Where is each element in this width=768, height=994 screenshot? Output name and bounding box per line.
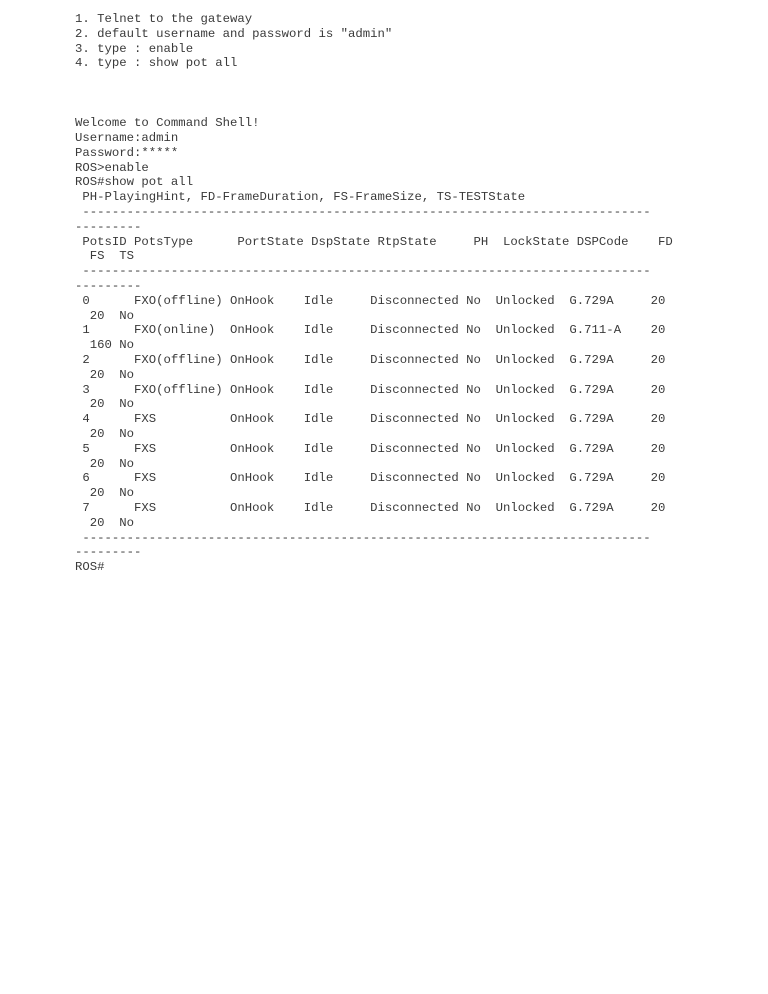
table-row: 6 FXS OnHook Idle Disconnected No Unlocked G.729A 20 xyxy=(75,471,666,486)
table-row-wrap: 20 No xyxy=(75,367,135,382)
spacer xyxy=(75,71,755,116)
separator-line-wrap: --------- xyxy=(75,219,142,234)
welcome-line: Welcome to Command Shell! xyxy=(75,116,260,131)
separator-line: ----------------------------------------------------------------------------- xyxy=(75,204,651,219)
step-3: 3. type : enable xyxy=(75,41,194,56)
table-row: 0 FXO(offline) OnHook Idle Disconnected No Unlocked G.729A 20 xyxy=(75,293,666,308)
show-pot-command-line: ROS#show pot all xyxy=(75,175,194,190)
table-header-wrap: FS TS xyxy=(75,249,135,264)
table-row: 7 FXS OnHook Idle Disconnected No Unlocked G.729A 20 xyxy=(75,500,666,515)
table-row: 2 FXO(offline) OnHook Idle Disconnected No Unlocked G.729A 20 xyxy=(75,352,666,367)
table-row: 5 FXS OnHook Idle Disconnected No Unlocked G.729A 20 xyxy=(75,441,666,456)
prompt-line: ROS# xyxy=(75,560,105,575)
table-row-wrap: 20 No xyxy=(75,486,135,501)
table-row-wrap: 160 No xyxy=(75,338,135,353)
table-row: 1 FXO(online) OnHook Idle Disconnected No Unlocked G.711-A 20 xyxy=(75,323,666,338)
separator-line-wrap: --------- xyxy=(75,545,142,560)
step-4: 4. type : show pot all xyxy=(75,56,238,71)
table-row-wrap: 20 No xyxy=(75,515,135,530)
username-line: Username:admin xyxy=(75,130,179,145)
step-1: 1. Telnet to the gateway xyxy=(75,12,253,26)
enable-command-line: ROS>enable xyxy=(75,160,149,175)
document-page xyxy=(75,12,755,575)
step-2: 2. default username and password is "admin" xyxy=(75,26,393,41)
instruction-steps xyxy=(75,12,755,71)
separator-line: ----------------------------------------------------------------------------- xyxy=(75,530,651,545)
table-header-line: PotsID PotsType PortState DspState RtpState PH LockState DSPCode FD xyxy=(75,234,673,249)
legend-line: PH-PlayingHint, FD-FrameDuration, FS-FrameSize, TS-TESTState xyxy=(75,190,526,205)
table-row-wrap: 20 No xyxy=(75,426,135,441)
table-row-wrap: 20 No xyxy=(75,397,135,412)
table-row: 3 FXO(offline) OnHook Idle Disconnected No Unlocked G.729A 20 xyxy=(75,382,666,397)
separator-line-wrap: --------- xyxy=(75,278,142,293)
table-row: 4 FXS OnHook Idle Disconnected No Unlocked G.729A 20 xyxy=(75,412,666,427)
table-row-wrap: 20 No xyxy=(75,456,135,471)
separator-line: ----------------------------------------------------------------------------- xyxy=(75,264,651,279)
table-row-wrap: 20 No xyxy=(75,308,135,323)
terminal-output xyxy=(75,116,755,575)
password-line: Password:***** xyxy=(75,145,179,160)
